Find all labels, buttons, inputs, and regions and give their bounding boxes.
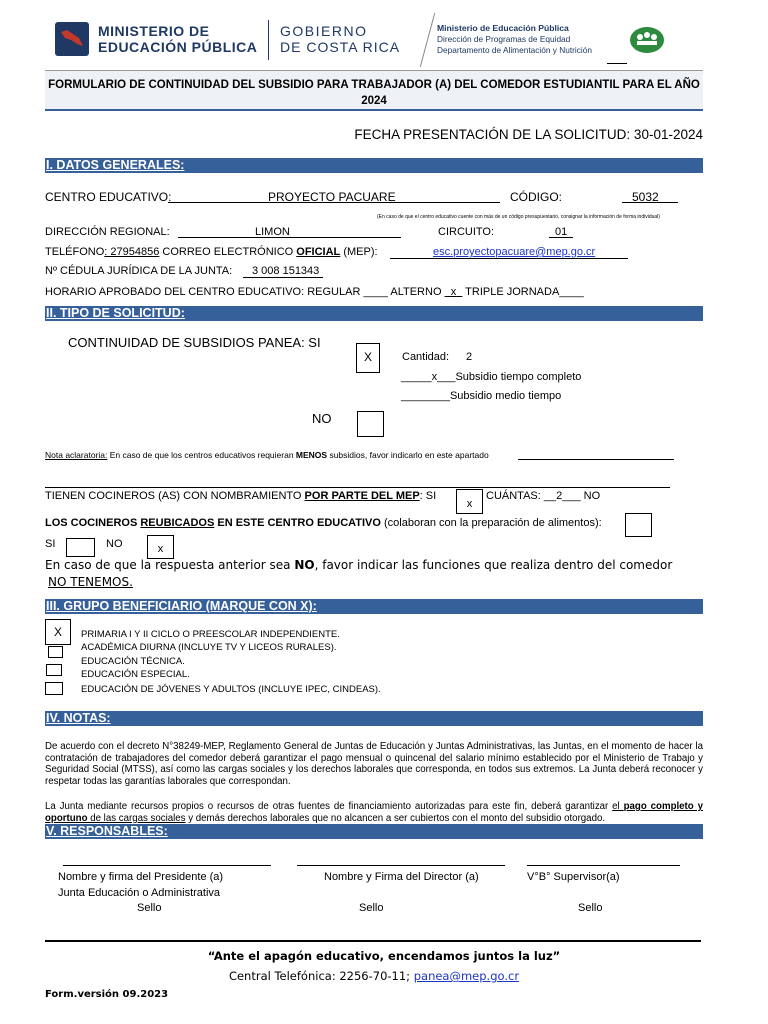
nota-menos: MENOS [295,450,328,460]
correo-label-mep: (MEP): [340,246,378,258]
notas-p2-u2: de las cargas sociales [87,812,186,824]
section-grupo-beneficiario: III. GRUPO BENEFICIARIO (MARQUE CON X): [45,599,703,614]
horario-mark-text: x [450,286,457,298]
telefono-row [45,246,378,258]
gobierno-line2: DE COSTA RICA [280,39,401,55]
section-datos-generales: I. DATOS GENERALES: [45,158,703,173]
nota-label: Nota aclaratoria: [45,450,108,460]
completo-pre: _____ [401,371,432,383]
mep-line2: Dirección de Programas de Equidad [437,34,571,44]
director-label: Nombre y Firma del Director (a) [324,871,479,883]
cantidad-value[interactable]: 2 [466,351,473,363]
completo-mark: x [431,371,438,383]
grupo-checkbox-tecnica[interactable] [46,664,62,676]
correo-value[interactable]: esc.proyectopacuare@mep.go.cr [433,246,596,258]
centro-value[interactable]: PROYECTO PACUARE [268,190,396,204]
horario-label: HORARIO APROBADO DEL CENTRO EDUCATIVO: REGULAR ____ ALTERNO [45,286,445,298]
header-divider-2 [420,13,435,67]
reubicados-checkbox[interactable] [625,513,652,537]
funciones-no: NO [294,558,315,572]
panea-logo-icon [628,26,666,58]
director-sello: Sello [359,902,384,914]
nota-line-2 [45,477,670,488]
presidente-label-2: Junta Educación o Administrativa [58,887,221,899]
fecha-presentacion: FECHA PRESENTACIÓN DE LA SOLICITUD: 30-01-2024 [354,127,703,142]
form-title-line1: FORMULARIO DE CONTINUIDAD DEL SUBSIDIO PARA TRABAJADOR (A) DEL COMEDOR ESTUDIANTIL PARA EL AÑO [48,79,700,91]
cocineros-row [45,490,436,502]
grupo-checkbox-primaria[interactable] [45,619,71,645]
footer-divider [45,940,701,942]
notas-paragraph-2 [45,801,703,824]
notas-p2-bold: pago completo y oportuno [45,801,703,824]
subsidio-medio[interactable]: ________Subsidio medio tiempo [401,390,562,402]
cocineros-si-mark: x [466,498,473,510]
notas-p2-pre: La Junta mediante recursos propios o recursos de otras fuentes de financiamiento autorizadas para este fin, deberá garantizar [45,801,613,812]
title-box [45,70,703,111]
reubicados-u: REUBICADOS [140,517,215,529]
circuito-value[interactable]: 01 [555,226,568,238]
funciones-post: , favor indicar las funciones que realiza dentro del comedor [314,558,673,572]
grupo-label-primaria: PRIMARIA I Y II CICLO O PREESCOLAR INDEPENDIENTE. [81,629,340,640]
completo-post: ___Subsidio tiempo completo [437,371,582,383]
signature-line [607,63,627,64]
telefono-value[interactable]: : 27954856 [104,246,160,258]
nota-text-post: subsidios, favor indicarlo en este apartado [327,450,489,460]
correo-label: CORREO ELECTRÓNICO [159,246,297,258]
footer-version: Form.versión 09.2023 [45,989,169,1000]
cuantas-no: ___ NO [562,490,601,502]
horario-row [45,286,584,298]
costa-rica-map-icon [55,22,89,56]
codigo-value[interactable]: 5032 [632,190,659,204]
reubicados-row [45,517,602,529]
cantidad-label: Cantidad: [402,351,450,363]
no-checkbox[interactable] [357,411,384,437]
mep-line1: Ministerio de Educación Pública [437,23,569,33]
header-logos [45,12,705,68]
circuito-label: CIRCUITO: [438,226,495,238]
notas-p2-post: y demás derechos laborales que no alcancen a ser cubiertos con el monto del subsidio otorgado. [185,812,606,824]
grupo-label-adultos: EDUCACIÓN DE JÓVENES Y ADULTOS (INCLUYE IPEC, CINDEAS). [81,684,381,695]
direccion-label: DIRECCIÓN REGIONAL: [45,226,170,238]
gobierno-line1: GOBIERNO [280,23,368,39]
si-checkbox[interactable] [356,343,380,373]
cuantas-label: CUÁNTAS: __ [486,490,557,502]
section-tipo-solicitud: II. TIPO DE SOLICITUD: [45,306,703,321]
footer-slogan: “Ante el apagón educativo, encendamos juntos la luz” [207,949,561,963]
director-signature-line [297,855,505,866]
supervisor-label: V°B° Supervisor(a) [527,871,620,883]
reubicados-si-label: SI [45,538,56,550]
ministerio-line1: MINISTERIO DE [98,23,210,39]
grupo-mark-primaria: X [53,625,62,639]
header-divider-1 [268,20,269,60]
cuantas-row [486,490,600,502]
ministerio-line2: EDUCACIÓN PÚBLICA [98,39,258,55]
cuantas-value[interactable]: 2 [556,490,563,502]
notas-p2-u1: el [612,801,624,812]
reubicados-si-checkbox[interactable] [66,538,95,557]
nota-aclaratoria [45,450,489,460]
reubicados-no-checkbox[interactable] [147,535,174,559]
codigo-label: CÓDIGO: [510,190,563,204]
reubicados-no-label: NO [106,538,123,550]
cocineros-mep: POR PARTE DEL MEP [304,490,420,502]
supervisor-signature-line [527,855,680,866]
supervisor-sello: Sello [578,902,603,914]
footer-email-link[interactable]: panea@mep.go.cr [413,969,520,983]
funciones-value[interactable]: NO TENEMOS. [48,575,133,589]
direccion-value[interactable]: LIMON [255,226,290,238]
telefono-label: TELÉFONO [45,246,105,258]
horario-triple: TRIPLE JORNADA____ [462,286,584,298]
section-notas: IV. NOTAS: [45,711,703,726]
grupo-label-academica: ACADÉMICA DIURNA (INCLUYE TV Y LICEOS RURALES). [81,642,337,653]
reubicados-post: (colaboran con la preparación de alimentos): [380,517,602,529]
cocineros-si: : SI [419,490,437,502]
form-title-line2: 2024 [361,95,387,107]
centro-label: CENTRO EDUCATIVO: [45,190,172,204]
funciones-pre: En caso de que la respuesta anterior sea [45,558,295,572]
correo-label-oficial: OFICIAL [296,246,341,258]
grupo-checkbox-academica[interactable] [48,646,63,658]
mep-line3: Departamento de Alimentación y Nutrición [437,45,592,55]
nota-text: En caso de que los centros educativos requieran [107,450,296,460]
notas-paragraph-1: De acuerdo con el decreto N°38249-MEP, Reglamento General de Juntas de Educación y Juntas Administrativas, las Juntas, en el momento de hacer la contratación de trabajadores del comedor deberá garantizar el pago mensual o quincenal del salario mínimo establecido por el Ministerio de Trabajo y Seguridad Social (MTSS), así como las cargas sociales y los derechos laborales que corresponda, en todos sus extremos. La Junta deberá reconocer y respetar todas las garantías laborales que correspondan. [45,741,703,787]
funciones-row [45,558,672,572]
cocineros-si-checkbox[interactable] [456,489,483,514]
si-mark: X [363,350,372,364]
section-responsables: V. RESPONSABLES: [45,824,703,839]
nota-line-1 [518,449,674,460]
cedula-label: Nº CÉDULA JURÍDICA DE LA JUNTA: [45,265,233,277]
presidente-sello: Sello [137,902,162,914]
codigo-note: (En caso de que el centro educativo cuente con más de un código presupuestario, consignar la información de forma individual) [377,214,660,220]
continuidad-label: CONTINUIDAD DE SUBSIDIOS PANEA: SI [68,335,321,350]
footer-central-label: Central Telefónica: 2256-70-11; [228,969,414,983]
reubicados-no-mark: x [157,543,164,555]
cedula-value[interactable]: 3 008 151343 [252,265,320,277]
presidente-label-1: Nombre y firma del Presidente (a) [58,871,224,883]
reubicados-b1: LOS COCINEROS [45,517,141,529]
subsidio-completo[interactable] [401,371,581,383]
horario-alterno-mark[interactable] [445,286,463,298]
footer-central [0,969,748,983]
cocineros-label: TIENEN COCINEROS (AS) CON NOMBRAMIENTO [45,490,305,502]
presidente-signature-line [63,855,271,866]
grupo-label-tecnica: EDUCACIÓN TÉCNICA. [81,656,185,667]
grupo-checkbox-especial[interactable] [45,682,63,695]
grupo-label-especial: EDUCACIÓN ESPECIAL. [81,669,190,680]
reubicados-b2: EN ESTE CENTRO EDUCATIVO [214,517,381,529]
no-label: NO [312,411,332,426]
